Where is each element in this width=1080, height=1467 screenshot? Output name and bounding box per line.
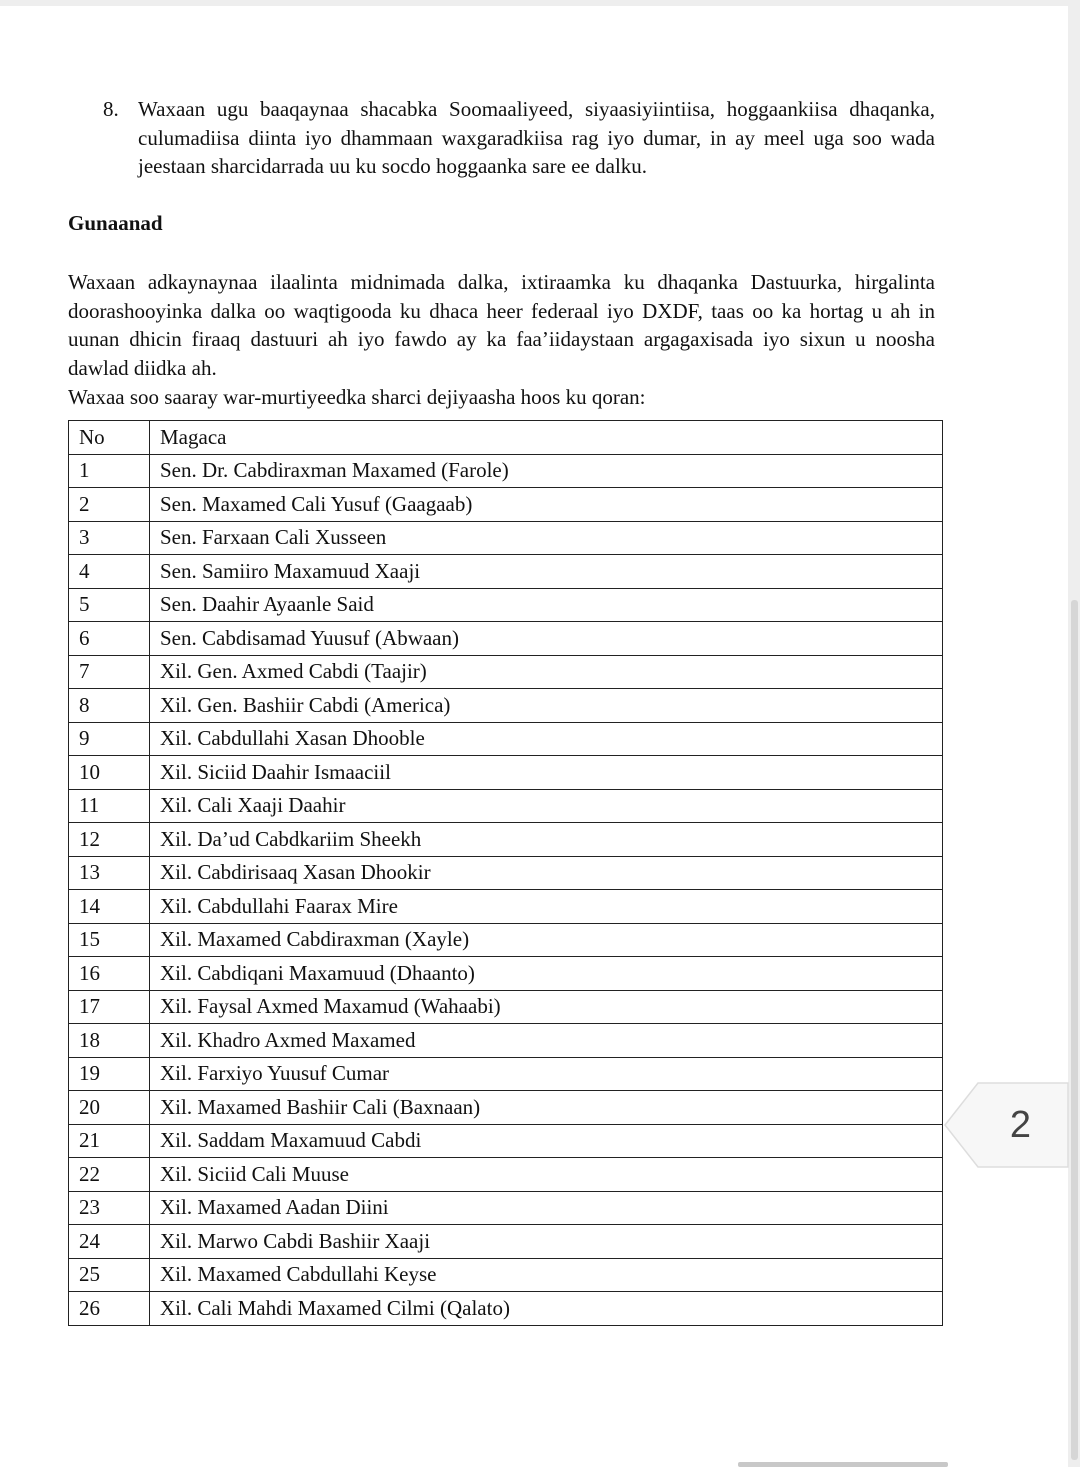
table-row (69, 1158, 943, 1192)
table-row (69, 1057, 943, 1091)
table-row (69, 1124, 943, 1158)
table-header-row (69, 421, 943, 455)
row-name-cell: Xil. Cabdullahi Xasan Dhooble (150, 722, 943, 756)
row-name-cell: Xil. Maxamed Cabdullahi Keyse (150, 1258, 943, 1292)
row-name-cell: Xil. Maxamed Aadan Diini (150, 1191, 943, 1225)
vertical-scrollbar[interactable] (1071, 600, 1078, 1460)
row-name-cell: Xil. Marwo Cabdi Bashiir Xaaji (150, 1225, 943, 1259)
list-item-8 (103, 95, 935, 181)
table-row (69, 555, 943, 589)
row-number-cell: 17 (69, 990, 150, 1024)
row-number-cell: 11 (69, 789, 150, 823)
table-row (69, 923, 943, 957)
page-number: 2 (1009, 1104, 1032, 1146)
row-number-cell: 1 (69, 454, 150, 488)
table-row (69, 1225, 943, 1259)
row-name-cell: Xil. Cabdullahi Faarax Mire (150, 890, 943, 924)
table-row (69, 957, 943, 991)
row-name-cell: Sen. Farxaan Cali Xusseen (150, 521, 943, 555)
row-name-cell: Sen. Samiiro Maxamuud Xaaji (150, 555, 943, 589)
table-row (69, 488, 943, 522)
table-row (69, 588, 943, 622)
list-item-number: 8. (103, 97, 119, 121)
table-row (69, 890, 943, 924)
row-name-cell: Xil. Saddam Maxamuud Cabdi (150, 1124, 943, 1158)
table-row (69, 1292, 943, 1326)
page-number-indicator (944, 1082, 1069, 1168)
row-number-cell: 2 (69, 488, 150, 522)
table-row (69, 990, 943, 1024)
row-number-cell: 20 (69, 1091, 150, 1125)
row-name-cell: Xil. Maxamed Bashiir Cali (Baxnaan) (150, 1091, 943, 1125)
row-number-cell: 16 (69, 957, 150, 991)
row-name-cell: Xil. Faysal Axmed Maxamud (Wahaabi) (150, 990, 943, 1024)
table-row (69, 823, 943, 857)
signatories-table (68, 420, 943, 1326)
column-header-name: Magaca (150, 421, 943, 455)
row-number-cell: 6 (69, 622, 150, 656)
row-number-cell: 19 (69, 1057, 150, 1091)
row-name-cell: Xil. Da’ud Cabdkariim Sheekh (150, 823, 943, 857)
row-name-cell: Xil. Cabdiqani Maxamuud (Dhaanto) (150, 957, 943, 991)
row-name-cell: Xil. Khadro Axmed Maxamed (150, 1024, 943, 1058)
row-name-cell: Xil. Siciid Daahir Ismaaciil (150, 756, 943, 790)
row-name-cell: Xil. Farxiyo Yuusuf Cumar (150, 1057, 943, 1091)
row-number-cell: 14 (69, 890, 150, 924)
row-name-cell: Sen. Maxamed Cali Yusuf (Gaagaab) (150, 488, 943, 522)
table-row (69, 1258, 943, 1292)
row-number-cell: 12 (69, 823, 150, 857)
row-name-cell: Xil. Cabdirisaaq Xasan Dhookir (150, 856, 943, 890)
row-name-cell: Xil. Cali Mahdi Maxamed Cilmi (Qalato) (150, 1292, 943, 1326)
row-number-cell: 18 (69, 1024, 150, 1058)
row-name-cell: Sen. Cabdisamad Yuusuf (Abwaan) (150, 622, 943, 656)
row-name-cell: Sen. Daahir Ayaanle Said (150, 588, 943, 622)
conclusion-paragraph: Waxaan adkaynaynaa ilaalinta midnimada dalka, ixtiraamka ku dhaqanka Dastuurka, hirgalinta doorashooyinka dalka oo waqtigooda ku dhaca heer federaal iyo DXDF, taas oo ka hortag u ah in uunan dhicin firaaq dastuuri ah iyo fawdo ay ka faa’iidaystaan argagaxisada iyo sixun u noosha dawlad diidka ah. (68, 270, 935, 380)
row-number-cell: 10 (69, 756, 150, 790)
row-number-cell: 8 (69, 689, 150, 723)
row-number-cell: 9 (69, 722, 150, 756)
table-row (69, 789, 943, 823)
table-row (69, 1191, 943, 1225)
row-name-cell: Xil. Maxamed Cabdiraxman (Xayle) (150, 923, 943, 957)
row-number-cell: 22 (69, 1158, 150, 1192)
table-row (69, 622, 943, 656)
table-row (69, 1091, 943, 1125)
row-name-cell: Xil. Siciid Cali Muuse (150, 1158, 943, 1192)
table-row (69, 454, 943, 488)
row-number-cell: 5 (69, 588, 150, 622)
row-name-cell: Sen. Dr. Cabdiraxman Maxamed (Farole) (150, 454, 943, 488)
row-number-cell: 23 (69, 1191, 150, 1225)
column-header-no: No (69, 421, 150, 455)
list-item-text: Waxaan ugu baaqaynaa shacabka Soomaaliyeed, siyaasiyiintiisa, hoggaankiisa dhaqanka, culumadiisa diinta iyo dhammaan waxgaradkiisa rag iyo dumar, in ay meel uga soo wada jeestaan sharcidarrada uu ku socdo hoggaanka sare ee dalku. (138, 97, 935, 178)
row-number-cell: 25 (69, 1258, 150, 1292)
row-number-cell: 4 (69, 555, 150, 589)
row-number-cell: 3 (69, 521, 150, 555)
table-row (69, 722, 943, 756)
row-number-cell: 15 (69, 923, 150, 957)
table-row (69, 756, 943, 790)
table-row (69, 689, 943, 723)
row-name-cell: Xil. Cali Xaaji Daahir (150, 789, 943, 823)
table-intro-text: Waxaa soo saaray war-murtiyeedka sharci dejiyaasha hoos ku qoran: (68, 385, 646, 409)
row-number-cell: 21 (69, 1124, 150, 1158)
row-name-cell: Xil. Gen. Bashiir Cabdi (America) (150, 689, 943, 723)
table-row (69, 521, 943, 555)
section-heading: Gunaanad (68, 211, 163, 235)
table-row (69, 655, 943, 689)
row-number-cell: 7 (69, 655, 150, 689)
table-row (69, 856, 943, 890)
bottom-scroll-indicator (738, 1462, 948, 1467)
row-number-cell: 24 (69, 1225, 150, 1259)
row-number-cell: 13 (69, 856, 150, 890)
row-number-cell: 26 (69, 1292, 150, 1326)
table-row (69, 1024, 943, 1058)
row-name-cell: Xil. Gen. Axmed Cabdi (Taajir) (150, 655, 943, 689)
